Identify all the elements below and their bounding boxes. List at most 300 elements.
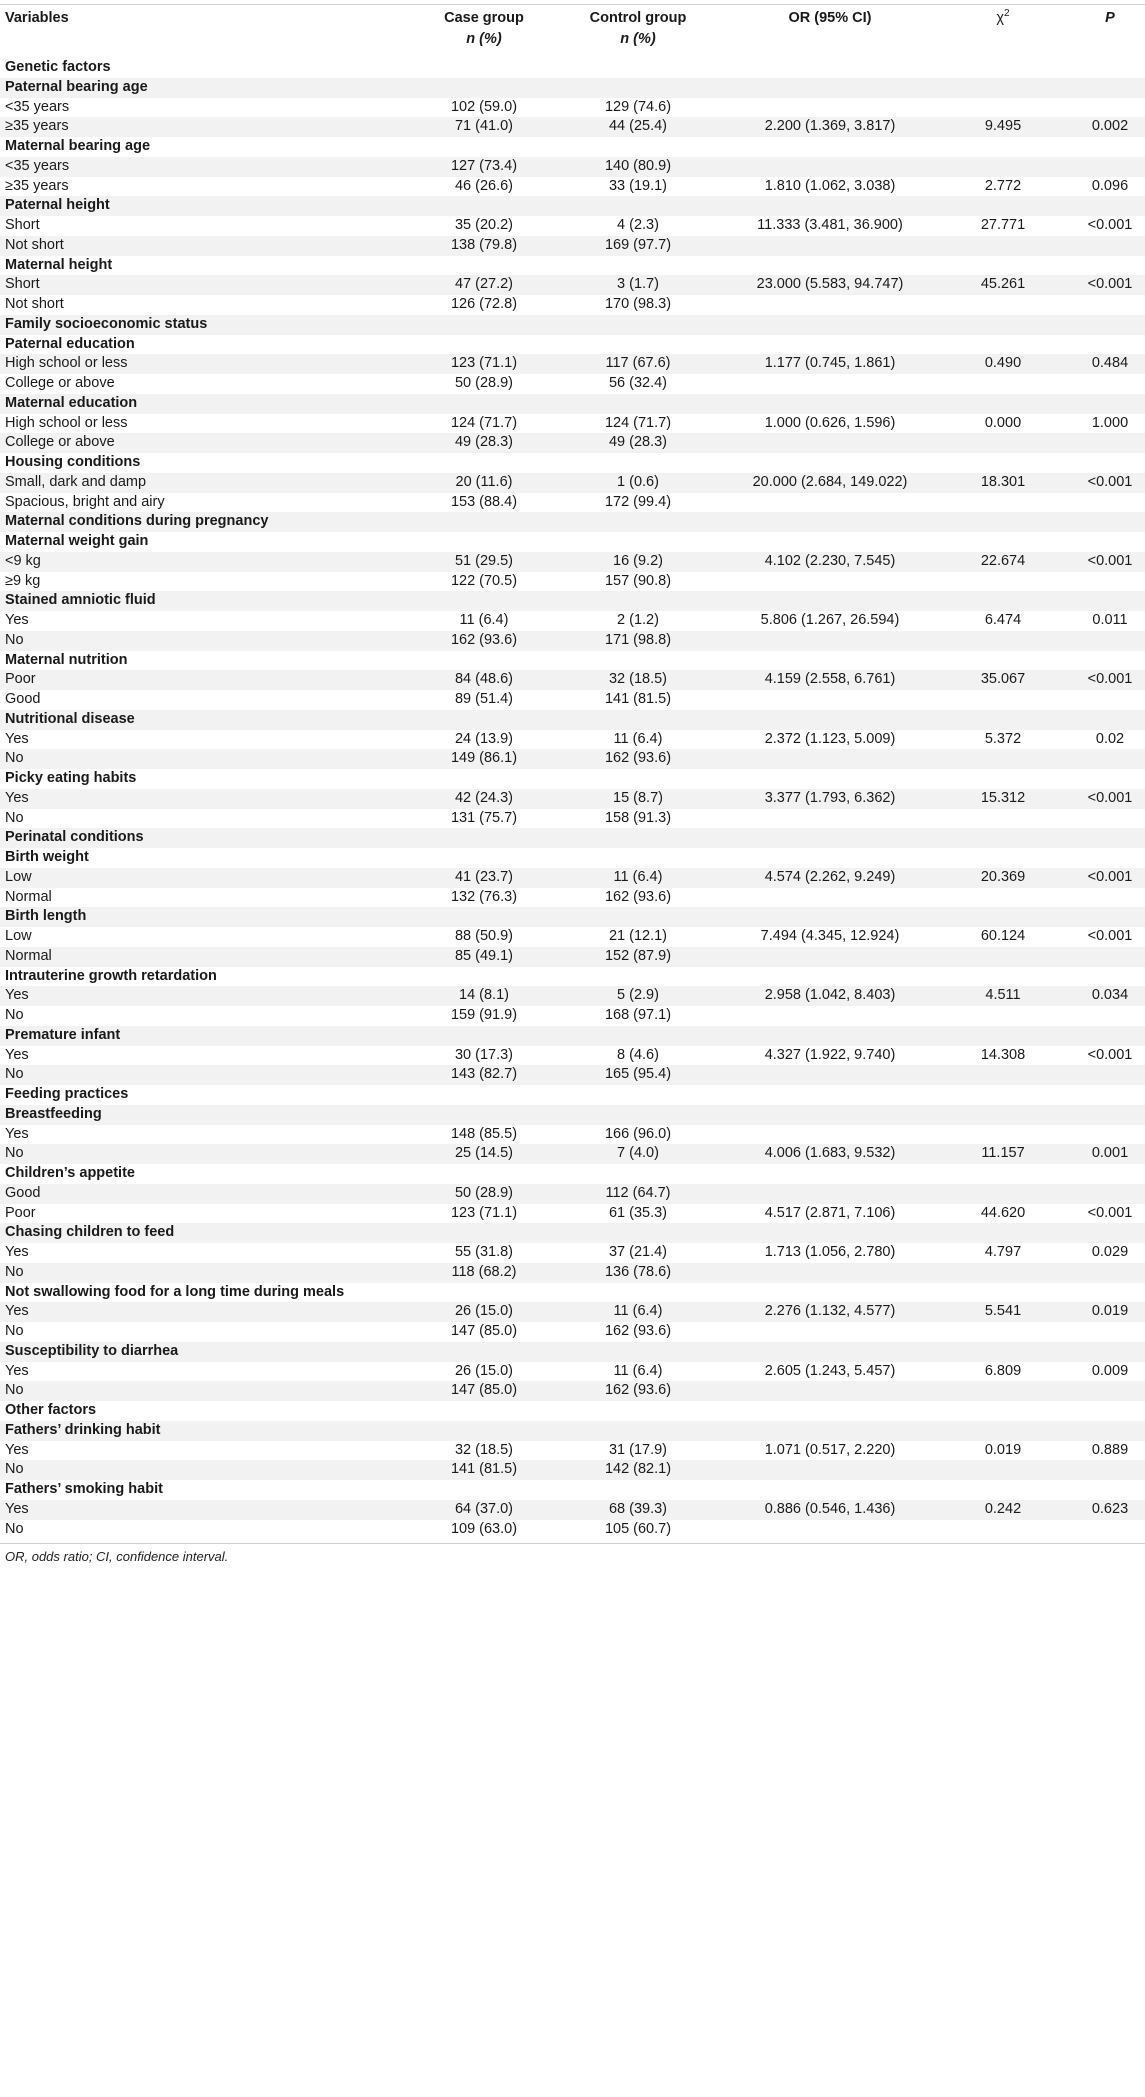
table-row <box>0 157 1145 177</box>
table-row <box>0 1184 1145 1204</box>
cell-variable: Birth weight <box>5 849 89 865</box>
cell-control-group: 15 (8.7) <box>613 789 663 806</box>
cell-control-group: 169 (97.7) <box>604 236 672 253</box>
table-row <box>0 1243 1145 1263</box>
table-row <box>0 275 1145 295</box>
cell-case-group: 102 (59.0) <box>450 98 518 115</box>
header-or: OR (95% CI) <box>788 10 872 26</box>
cell-variable: Small, dark and damp <box>5 473 147 490</box>
cell-p-value: <0.001 <box>1087 473 1133 490</box>
cell-variable: Yes <box>5 730 29 747</box>
cell-variable: No <box>5 1461 24 1478</box>
cell-chi-square: 6.474 <box>984 612 1022 628</box>
cell-variable: Yes <box>5 1362 29 1379</box>
cell-control-group: 8 (4.6) <box>617 1046 659 1063</box>
cell-case-group: 143 (82.7) <box>450 1066 518 1083</box>
cell-variable: Intrauterine growth retardation <box>5 967 217 984</box>
cell-variable: No <box>5 1007 24 1023</box>
cell-control-group: 158 (91.3) <box>604 809 672 826</box>
cell-chi-square: 0.019 <box>984 1441 1022 1458</box>
cell-or-ci: 4.327 (1.922, 9.740) <box>764 1046 896 1063</box>
cell-chi-square: 4.797 <box>984 1244 1022 1260</box>
cell-case-group: 84 (48.6) <box>454 671 514 688</box>
cell-or-ci: 1.071 (0.517, 2.220) <box>764 1441 896 1458</box>
section-header-row <box>0 1421 1145 1441</box>
header-p: P <box>1105 10 1115 26</box>
cell-variable: No <box>5 809 24 826</box>
cell-variable: Picky eating habits <box>5 770 137 786</box>
cell-control-group: 124 (71.7) <box>604 414 672 431</box>
cell-control-group: 11 (6.4) <box>613 868 663 885</box>
table-row <box>0 493 1145 513</box>
cell-control-group: 2 (1.2) <box>617 612 659 628</box>
cell-or-ci: 1.713 (1.056, 2.780) <box>764 1244 896 1260</box>
cell-variable: No <box>5 1145 24 1162</box>
cell-variable: No <box>5 1066 24 1083</box>
cell-case-group: 141 (81.5) <box>450 1461 518 1478</box>
cell-or-ci: 1.000 (0.626, 1.596) <box>764 414 896 431</box>
table-row <box>0 1362 1145 1382</box>
cell-case-group: 26 (15.0) <box>454 1303 514 1320</box>
cell-or-ci: 5.806 (1.267, 26.594) <box>760 612 900 628</box>
cell-control-group: 172 (99.4) <box>604 493 672 510</box>
cell-variable: Chasing children to feed <box>5 1224 175 1241</box>
table-row <box>0 1125 1145 1145</box>
cell-control-group: 142 (82.1) <box>604 1461 672 1478</box>
table-row <box>0 414 1145 434</box>
cell-variable: Normal <box>5 888 52 905</box>
cell-control-group: 105 (60.7) <box>604 1520 672 1537</box>
cell-p-value: 0.02 <box>1095 730 1125 747</box>
cell-control-group: 166 (96.0) <box>604 1125 672 1142</box>
section-header-row <box>0 907 1145 927</box>
cell-control-group: 4 (2.3) <box>617 217 659 233</box>
cell-case-group: 88 (50.9) <box>454 928 514 944</box>
cell-chi-square: 5.372 <box>984 730 1022 747</box>
cell-case-group: 132 (76.3) <box>450 888 518 905</box>
table-row <box>0 572 1145 592</box>
cell-case-group: 123 (71.1) <box>450 1204 518 1221</box>
cell-case-group: 131 (75.7) <box>450 809 518 826</box>
cell-or-ci: 1.177 (0.745, 1.861) <box>764 355 896 372</box>
header-chi-square: $\chi^2$ <box>996 8 1010 26</box>
section-header-row <box>0 335 1145 355</box>
cell-variable: Poor <box>5 671 36 688</box>
cell-variable: Yes <box>5 1303 29 1320</box>
cell-or-ci: 2.958 (1.042, 8.403) <box>764 987 896 1004</box>
table-row <box>0 1144 1145 1164</box>
cell-variable: Paternal education <box>5 335 135 352</box>
cell-variable: No <box>5 1382 24 1399</box>
table-row <box>0 433 1145 453</box>
cell-variable: Paternal bearing age <box>5 78 148 95</box>
cell-case-group: 46 (26.6) <box>454 177 514 194</box>
section-header-row <box>0 394 1145 414</box>
cell-variable: Fathers’ drinking habit <box>5 1421 161 1438</box>
cell-control-group: 49 (28.3) <box>608 434 668 451</box>
cell-case-group: 147 (85.0) <box>450 1323 518 1339</box>
header-case-group: Case group <box>444 10 524 26</box>
table-row <box>0 670 1145 690</box>
cell-variable: Yes <box>5 1125 29 1142</box>
cell-variable: Maternal education <box>5 394 138 411</box>
section-header-row <box>0 1342 1145 1362</box>
section-header-row <box>0 315 1145 335</box>
table-row <box>0 1322 1145 1342</box>
section-header-row <box>0 967 1145 987</box>
cell-p-value: <0.001 <box>1087 928 1133 944</box>
cell-chi-square: 27.771 <box>980 217 1026 233</box>
table-row <box>0 117 1145 137</box>
cell-chi-square: 18.301 <box>980 473 1026 490</box>
cell-case-group: 50 (28.9) <box>454 1184 514 1201</box>
cell-control-group: 162 (93.6) <box>604 750 672 767</box>
cell-variable: No <box>5 631 24 648</box>
cell-variable: Maternal bearing age <box>5 138 151 154</box>
section-header-row <box>0 651 1145 671</box>
cell-case-group: 64 (37.0) <box>454 1500 514 1517</box>
cell-chi-square: 0.242 <box>984 1500 1022 1517</box>
table-row <box>0 986 1145 1006</box>
header-control-group: Control group <box>589 10 687 26</box>
cell-p-value: <0.001 <box>1087 1046 1133 1063</box>
cell-variable: No <box>5 750 24 767</box>
cell-case-group: 138 (79.8) <box>450 236 518 253</box>
cell-case-group: 49 (28.3) <box>454 434 514 451</box>
cell-variable: Poor <box>5 1204 36 1221</box>
cell-or-ci: 0.886 (0.546, 1.436) <box>764 1500 896 1517</box>
cell-case-group: 149 (86.1) <box>450 750 518 767</box>
cell-control-group: 16 (9.2) <box>613 552 663 569</box>
table-row <box>0 809 1145 829</box>
table-top-rule <box>0 4 1145 5</box>
cell-variable: Yes <box>5 789 29 806</box>
cell-case-group: 25 (14.5) <box>454 1145 514 1162</box>
table-footnote: OR, odds ratio; CI, confidence interval. <box>5 1549 229 1565</box>
table-row <box>0 730 1145 750</box>
table-row <box>0 690 1145 710</box>
cell-or-ci: 23.000 (5.583, 94.747) <box>756 276 904 293</box>
section-header-row <box>0 137 1145 157</box>
cell-variable: Short <box>5 276 40 293</box>
cell-case-group: 147 (85.0) <box>450 1382 518 1399</box>
cell-chi-square: 14.308 <box>980 1046 1026 1063</box>
cell-variable: Yes <box>5 1441 29 1458</box>
cell-control-group: 152 (87.9) <box>604 947 672 964</box>
cell-variable: College or above <box>5 434 115 451</box>
cell-control-group: 44 (25.4) <box>608 118 668 135</box>
cell-control-group: 1 (0.6) <box>617 473 659 490</box>
table-row <box>0 868 1145 888</box>
cell-control-group: 171 (98.8) <box>604 631 672 648</box>
table-row <box>0 295 1145 315</box>
cell-chi-square: 35.067 <box>980 671 1026 688</box>
cell-variable: Feeding practices <box>5 1086 129 1102</box>
cell-chi-square: 2.772 <box>984 177 1022 194</box>
cell-case-group: 11 (6.4) <box>459 612 509 628</box>
cell-case-group: 35 (20.2) <box>454 217 514 233</box>
section-header-row <box>0 453 1145 473</box>
cell-case-group: 50 (28.9) <box>454 375 514 391</box>
cell-p-value: 0.889 <box>1091 1441 1129 1458</box>
cell-control-group: 11 (6.4) <box>613 1362 663 1379</box>
section-header-row <box>0 78 1145 98</box>
cell-variable: Not short <box>5 296 64 312</box>
cell-variable: Not swallowing food for a long time during meals <box>5 1283 345 1300</box>
section-header-row <box>0 1223 1145 1243</box>
table-row <box>0 1302 1145 1322</box>
cell-variable: Not short <box>5 236 64 253</box>
cell-p-value: <0.001 <box>1087 868 1133 885</box>
cell-case-group: 153 (88.4) <box>450 493 518 510</box>
cell-variable: Genetic factors <box>5 59 111 75</box>
cell-variable: Maternal conditions during pregnancy <box>5 513 269 530</box>
cell-p-value: 0.484 <box>1091 355 1129 372</box>
cell-control-group: 31 (17.9) <box>608 1441 668 1458</box>
section-header-row <box>0 1085 1145 1105</box>
table-row <box>0 473 1145 493</box>
cell-variable: Housing conditions <box>5 454 141 470</box>
cell-or-ci: 3.377 (1.793, 6.362) <box>764 789 896 806</box>
cell-or-ci: 2.605 (1.243, 5.457) <box>764 1362 896 1379</box>
cell-variable: No <box>5 1323 24 1339</box>
cell-case-group: 123 (71.1) <box>450 355 518 372</box>
cell-chi-square: 15.312 <box>980 789 1026 806</box>
cell-variable: Maternal weight gain <box>5 533 149 549</box>
cell-or-ci: 1.810 (1.062, 3.038) <box>764 177 896 194</box>
cell-control-group: 21 (12.1) <box>608 928 668 944</box>
cell-case-group: 89 (51.4) <box>454 691 514 707</box>
cell-variable: Low <box>5 868 32 885</box>
section-header-row <box>0 848 1145 868</box>
cell-variable: High school or less <box>5 355 128 372</box>
cell-variable: ≥35 years <box>5 118 69 135</box>
cell-variable: Maternal height <box>5 256 113 273</box>
cell-variable: Normal <box>5 947 52 964</box>
section-header-row <box>0 1480 1145 1500</box>
table-header <box>0 6 1145 58</box>
table-row <box>0 1204 1145 1224</box>
cell-variable: Yes <box>5 1500 29 1517</box>
table-bottom-rule <box>0 1543 1145 1544</box>
cell-variable: ≥35 years <box>5 177 69 194</box>
cell-p-value: <0.001 <box>1087 789 1133 806</box>
cell-case-group: 127 (73.4) <box>450 157 518 174</box>
cell-control-group: 165 (95.4) <box>604 1066 672 1083</box>
cell-control-group: 7 (4.0) <box>617 1145 659 1162</box>
cell-chi-square: 22.674 <box>980 552 1026 569</box>
section-header-row <box>0 196 1145 216</box>
cell-variable: Birth length <box>5 908 87 925</box>
cell-variable: College or above <box>5 375 115 391</box>
cell-control-group: 168 (97.1) <box>604 1007 672 1023</box>
table-row <box>0 1006 1145 1026</box>
table-row <box>0 1381 1145 1401</box>
cell-control-group: 56 (32.4) <box>608 375 668 391</box>
cell-control-group: 117 (67.6) <box>605 355 671 372</box>
cell-p-value: <0.001 <box>1087 1204 1133 1221</box>
table-row <box>0 789 1145 809</box>
cell-or-ci: 2.276 (1.132, 4.577) <box>764 1303 896 1320</box>
cell-chi-square: 5.541 <box>984 1303 1022 1320</box>
cell-control-group: 170 (98.3) <box>604 296 672 312</box>
table-row <box>0 749 1145 769</box>
table-row <box>0 1460 1145 1480</box>
cell-variable: Yes <box>5 1244 29 1260</box>
cell-control-group: 162 (93.6) <box>604 888 672 905</box>
cell-case-group: 71 (41.0) <box>454 118 514 135</box>
table-row <box>0 1263 1145 1283</box>
cell-or-ci: 4.102 (2.230, 7.545) <box>764 552 896 569</box>
cell-or-ci: 4.574 (2.262, 9.249) <box>764 868 896 885</box>
cell-variable: No <box>5 1520 24 1537</box>
cell-p-value: 1.000 <box>1091 414 1129 431</box>
cell-variable: Short <box>5 217 40 233</box>
cell-or-ci: 20.000 (2.684, 149.022) <box>752 473 908 490</box>
cell-case-group: 122 (70.5) <box>450 572 518 589</box>
section-header-row <box>0 532 1145 552</box>
cell-p-value: <0.001 <box>1087 552 1133 569</box>
cell-p-value: 0.034 <box>1091 987 1129 1004</box>
cell-variable: Yes <box>5 987 29 1004</box>
cell-control-group: 37 (21.4) <box>608 1244 668 1260</box>
cell-variable: <35 years <box>5 98 70 115</box>
section-header-row <box>0 512 1145 532</box>
cell-variable: Spacious, bright and airy <box>5 493 165 510</box>
section-header-row <box>0 828 1145 848</box>
cell-chi-square: 0.490 <box>984 355 1022 372</box>
cell-control-group: 32 (18.5) <box>608 671 668 688</box>
cell-case-group: 14 (8.1) <box>459 987 509 1004</box>
section-header-row <box>0 769 1145 789</box>
cell-case-group: 47 (27.2) <box>454 276 514 293</box>
cell-control-group: 33 (19.1) <box>608 177 668 194</box>
cell-control-group: 112 (64.7) <box>605 1184 671 1201</box>
cell-control-group: 136 (78.6) <box>604 1263 672 1280</box>
cell-case-group: 109 (63.0) <box>450 1520 518 1537</box>
table-row <box>0 374 1145 394</box>
cell-control-group: 11 (6.4) <box>613 1303 663 1320</box>
cell-case-group: 85 (49.1) <box>454 947 514 964</box>
cell-variable: ≥9 kg <box>5 572 41 589</box>
section-header-row <box>0 1105 1145 1125</box>
cell-chi-square: 60.124 <box>980 928 1026 944</box>
cell-control-group: 3 (1.7) <box>617 276 659 293</box>
table-row <box>0 177 1145 197</box>
cell-case-group: 41 (23.7) <box>454 868 514 885</box>
cell-or-ci: 4.006 (1.683, 9.532) <box>764 1145 896 1162</box>
cell-p-value: 0.019 <box>1091 1303 1129 1320</box>
cell-control-group: 141 (81.5) <box>604 691 672 707</box>
cell-variable: Stained amniotic fluid <box>5 592 156 609</box>
cell-or-ci: 4.159 (2.558, 6.761) <box>764 671 896 688</box>
section-header-row <box>0 1401 1145 1421</box>
cell-or-ci: 7.494 (4.345, 12.924) <box>760 928 900 944</box>
cell-chi-square: 44.620 <box>980 1204 1026 1221</box>
cell-variable: Low <box>5 928 32 944</box>
cell-variable: <9 kg <box>5 552 41 569</box>
cell-p-value: <0.001 <box>1087 671 1133 688</box>
cell-variable: Other factors <box>5 1402 97 1418</box>
cell-p-value: 0.623 <box>1091 1500 1129 1517</box>
cell-p-value: 0.029 <box>1091 1244 1129 1260</box>
cell-variable: Premature infant <box>5 1026 121 1043</box>
cell-variable: Family socioeconomic status <box>5 315 208 332</box>
table-row <box>0 552 1145 572</box>
cell-case-group: 51 (29.5) <box>454 552 514 569</box>
table-row <box>0 611 1145 631</box>
table-row <box>0 927 1145 947</box>
cell-variable: Yes <box>5 1046 29 1063</box>
cell-variable: Good <box>5 1184 41 1201</box>
table-row <box>0 1500 1145 1520</box>
cell-case-group: 55 (31.8) <box>454 1244 514 1260</box>
cell-variable: Good <box>5 691 41 707</box>
section-header-row <box>0 256 1145 276</box>
cell-variable: No <box>5 1263 24 1280</box>
section-header-row <box>0 1164 1145 1184</box>
table-row <box>0 354 1145 374</box>
cell-p-value: 0.001 <box>1091 1145 1129 1162</box>
cell-p-value: 0.011 <box>1092 612 1128 628</box>
cell-case-group: 30 (17.3) <box>454 1046 514 1063</box>
table-row <box>0 236 1145 256</box>
cell-case-group: 148 (85.5) <box>450 1125 518 1142</box>
cell-case-group: 124 (71.7) <box>450 414 518 431</box>
cell-case-group: 24 (13.9) <box>454 730 514 747</box>
table-row <box>0 1046 1145 1066</box>
cell-variable: Yes <box>5 612 29 628</box>
cell-variable: Maternal nutrition <box>5 651 128 668</box>
cell-control-group: 162 (93.6) <box>604 1382 672 1399</box>
table-row <box>0 1441 1145 1461</box>
cell-chi-square: 20.369 <box>980 868 1026 885</box>
cell-chi-square: 11.157 <box>981 1145 1025 1162</box>
section-header-row <box>0 710 1145 730</box>
cell-case-group: 20 (11.6) <box>455 473 513 490</box>
header-variables: Variables <box>5 10 69 26</box>
cell-control-group: 61 (35.3) <box>608 1204 668 1221</box>
cell-variable: <35 years <box>5 157 70 174</box>
section-header-row <box>0 58 1145 78</box>
section-header-row <box>0 1283 1145 1303</box>
table-row <box>0 1520 1145 1540</box>
cell-control-group: 129 (74.6) <box>604 98 672 115</box>
cell-case-group: 32 (18.5) <box>454 1441 514 1458</box>
cell-p-value: 0.002 <box>1091 118 1129 135</box>
cell-chi-square: 9.495 <box>984 118 1022 135</box>
cell-chi-square: 0.000 <box>984 414 1022 431</box>
cell-chi-square: 45.261 <box>980 276 1026 293</box>
cell-variable: Fathers’ smoking habit <box>5 1481 163 1497</box>
cell-chi-square: 6.809 <box>984 1362 1022 1379</box>
cell-or-ci: 2.372 (1.123, 5.009) <box>764 730 896 747</box>
header-case-n: n (%) <box>466 31 502 47</box>
cell-p-value: <0.001 <box>1087 217 1133 233</box>
cell-case-group: 26 (15.0) <box>454 1362 514 1379</box>
cell-or-ci: 2.200 (1.369, 3.817) <box>764 118 896 135</box>
cell-control-group: 11 (6.4) <box>613 730 663 747</box>
cell-case-group: 118 (68.2) <box>451 1263 517 1280</box>
cell-variable: Breastfeeding <box>5 1105 102 1122</box>
cell-control-group: 162 (93.6) <box>604 1323 672 1339</box>
cell-case-group: 42 (24.3) <box>454 789 514 806</box>
cell-chi-square: 4.511 <box>985 987 1021 1004</box>
table-row <box>0 1065 1145 1085</box>
cell-control-group: 68 (39.3) <box>608 1500 668 1517</box>
cell-variable: Children’s appetite <box>5 1165 135 1181</box>
cell-variable: Perinatal conditions <box>5 829 144 846</box>
